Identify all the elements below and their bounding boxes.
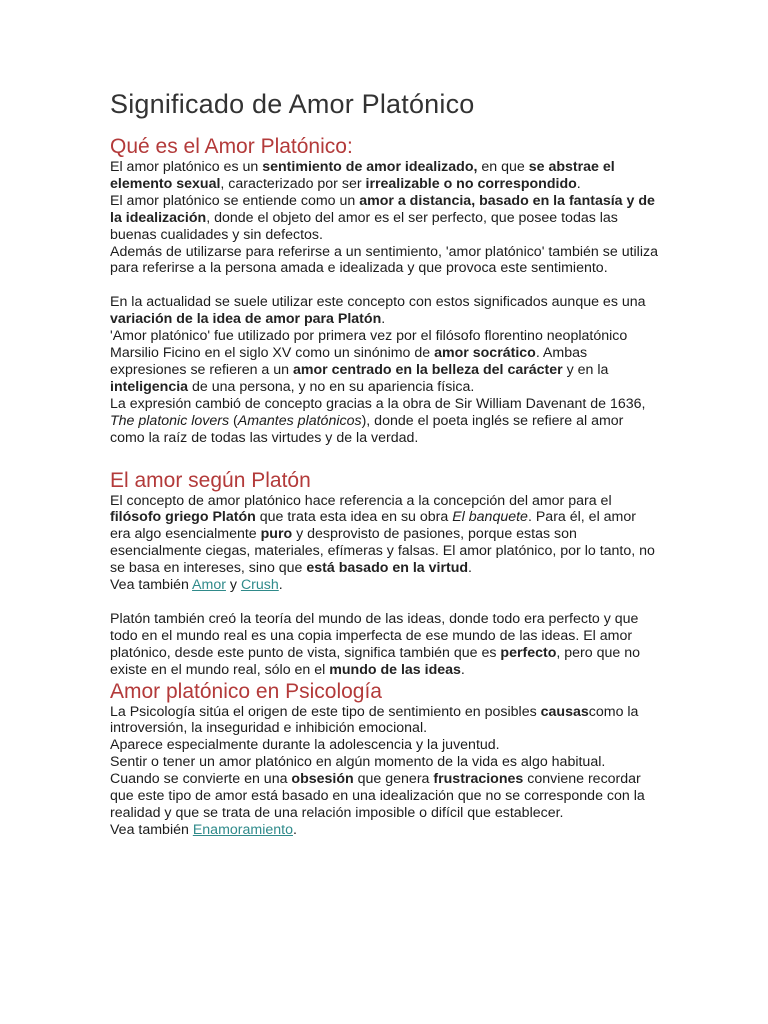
spacer <box>110 277 658 294</box>
paragraph: Platón también creó la teoría del mundo de las ideas, donde todo era perfecto y que todo en el mundo real es una copia imperfecta de ese mundo de las ideas. El amor platónico, desde este punto de vista, significa también que es perfecto, pero que no existe en el mundo real, sólo en el mundo de las ideas. <box>110 610 641 678</box>
link-amor[interactable]: Amor <box>192 577 226 594</box>
document-page <box>110 86 658 839</box>
spacer <box>110 594 658 611</box>
paragraph: El amor platónico se entiende como un amor a distancia, basado en la fantasía y de la idealización, donde el objeto del amor es el ser perfecto, que posee todas las buenas cualidades y sin defectos. <box>110 192 655 243</box>
spacer <box>110 447 658 454</box>
section-heading-que-es: Qué es el Amor Platónico: <box>110 135 353 158</box>
paragraph: La Psicología sitúa el origen de este tipo de sentimiento en posibles causascomo la introversión, la inseguridad e inhibición emocional. <box>110 703 639 737</box>
section-heading-psicologia: Amor platónico en Psicología <box>110 679 382 703</box>
paragraph: 'Amor platónico' fue utilizado por primera vez por el filósofo florentino neoplatónico Marsilio Ficino en el siglo XV como un sinónimo de amor socrático. Ambas expresiones se refieren a un amor centrado en la belleza del carácter y en la inteligencia de una persona, y no en su apariencia física. <box>110 328 628 395</box>
section-heading-segun-platon: El amor según Platón <box>110 468 311 492</box>
link-enamoramiento[interactable]: Enamoramiento <box>192 821 293 838</box>
paragraph: La expresión cambió de concepto gracias a la obra de Sir William Davenant de 1636, The platonic lovers (Amantes platónicos), donde el poeta inglés se refiere al amor como la raíz de todas las virtudes y de la verdad. <box>110 395 646 446</box>
see-also-line: Vea también Enamoramiento. <box>110 821 297 838</box>
paragraph: Cuando se convierte en una obsesión que genera frustraciones conviene recordar que este tipo de amor está basado en una idealización que no se corresponde con la realidad y que se trata de una relación imposible o difícil que establecer. <box>110 771 645 821</box>
link-crush[interactable]: Crush <box>240 577 279 594</box>
spacer <box>110 454 658 468</box>
page-title: Significado de Amor Platónico <box>110 89 475 119</box>
paragraph: El concepto de amor platónico hace referencia a la concepción del amor para el filósofo griego Platón que trata esta idea en su obra El banquete. Para él, el amor era algo esencialmente puro y desprovisto de pasiones, porque estas son esencialmente ciegas, materiales, efímeras y falsas. El amor platónico, por lo tanto, no se basa en intereses, sino que está basado en la virtud. <box>110 492 655 577</box>
paragraph: Sentir o tener un amor platónico en algún momento de la vida es algo habitual. <box>110 754 606 771</box>
paragraph: Aparece especialmente durante la adolescencia y la juventud. <box>110 737 500 754</box>
paragraph: En la actualidad se suele utilizar este concepto con estos significados aunque es una variación de la idea de amor para Platón. <box>110 294 646 328</box>
paragraph: El amor platónico es un sentimiento de amor idealizado, en que se abstrae el elemento sexual, caracterizado por ser irrealizable o no correspondido. <box>110 159 615 192</box>
paragraph: Además de utilizarse para referirse a un sentimiento, 'amor platónico' también se utiliza para referirse a la persona amada e idealizada y que provoca este sentimiento. <box>110 243 658 277</box>
see-also-line: Vea también Amor y Crush. <box>110 577 283 594</box>
